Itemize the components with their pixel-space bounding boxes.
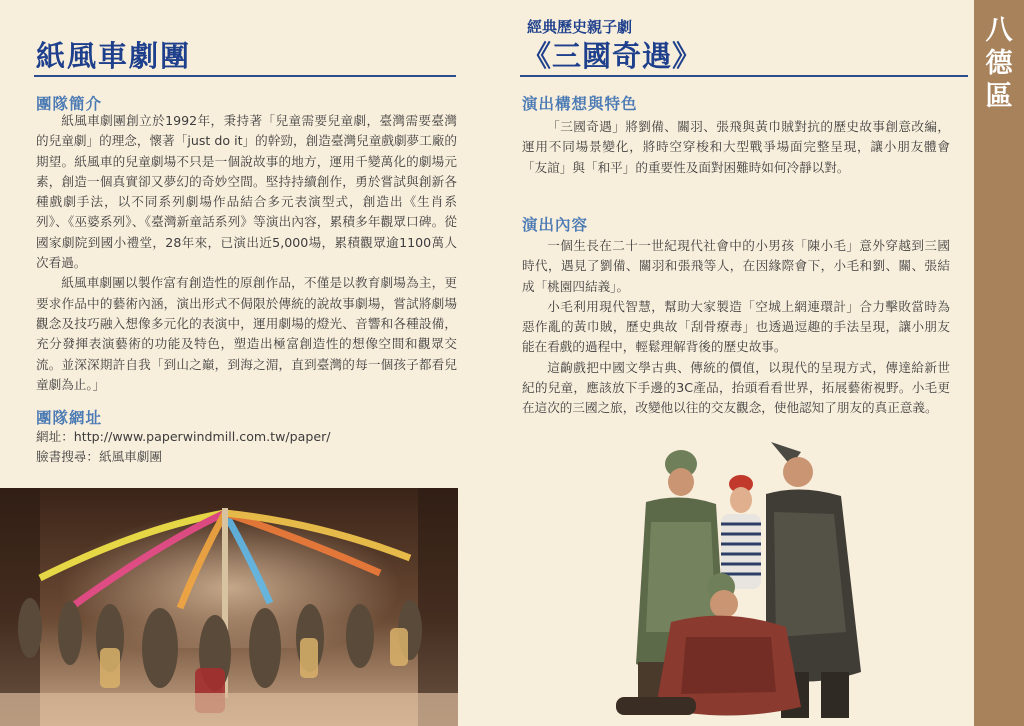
title-divider-right — [520, 75, 968, 77]
content-heading: 演出內容 — [522, 216, 589, 234]
content-paragraph: 這齣戲把中國文學古典、傳統的價值，以現代的呈現方式，傳達給新世紀的兒童，應該放下手邊的3C產品，抬頭看看世界，拓展藝術視野。小毛更在這次的三國之旅，改變他以往的交友觀念，使他認知了朋友的真正意義。 — [522, 359, 950, 416]
intro-paragraph: 紙風車劇團創立於1992年，秉持著「兒童需要兒童劇，臺灣需要臺灣的兒童劇」的理念，懷著「just do it」的幹勁，創造臺灣兒童戲劇夢工廠的期望。紙風車的兒童劇場不只是一個說故事的地方，運用千變萬化的劇場元素，創造一個真實卻又夢幻的奇妙空間。堅持持續創作，勇於嘗試與創新各種戲劇手法，以不同系列劇場作品結合多元表演型式，創造出《生肖系列》、《巫婆系列》、《臺灣新童話系列》等演出內容，累積多年觀眾口碑。從國家劇院到國小禮堂，28年來，已演出近5,000場，累積觀眾逾1100萬人次看過。 — [36, 113, 457, 271]
district-char: 八 — [985, 15, 1013, 46]
facebook-search: 臉書搜尋：紙風車劇團 — [36, 449, 162, 465]
website-info — [36, 427, 457, 468]
district-char: 區 — [985, 81, 1013, 112]
content-paragraph: 小毛利用現代智慧，幫助大家製造「空城上網連環計」合力擊敗當時為惡作亂的黃巾賊，歷史典故「刮骨療毒」也透過逗趣的手法呈現，讓小朋友能在看戲的過程中，輕鬆理解背後的歷史故事。 — [522, 298, 950, 355]
troupe-title: 紙風車劇團 — [36, 39, 192, 73]
content-paragraph: 一個生長在二十一世紀現代社會中的小男孩「陳小毛」意外穿越到三國時代，遇見了劉備、關羽和張飛等人，在因緣際會下，小毛和劉、關、張結成「桃園四結義」。 — [522, 238, 950, 294]
cast-group-photo — [576, 432, 898, 726]
title-divider-left — [34, 75, 456, 77]
intro-heading: 團隊簡介 — [36, 95, 103, 113]
concept-body — [522, 117, 950, 178]
intro-paragraph: 紙風車劇團以製作富有創造性的原創作品，不僅是以教育劇場為主，更要求作品中的藝術內涵，演出形式不侷限於傳統的說故事劇場，嘗試將劇場觀念及技巧融入想像多元化的表演中，運用劇場的燈光、音響和各種設備，充分發揮表演藝術的功能及特色，塑造出極富創造性的想像空間和觀眾交流。並深深期許自我「到山之巔，到海之湄，直到臺灣的每一個孩子都看兒童劇為止。」 — [36, 275, 457, 392]
content-body — [522, 236, 950, 419]
show-subtitle: 經典歷史親子劇 — [527, 18, 633, 36]
website-url: 網址：http://www.paperwindmill.com.tw/paper/ — [36, 429, 331, 444]
stage-photo-ribbon-dance — [0, 488, 458, 726]
concept-heading: 演出構想與特色 — [522, 95, 638, 113]
district-label — [982, 14, 1016, 113]
intro-body — [36, 111, 457, 395]
district-char: 德 — [985, 48, 1013, 79]
website-heading: 團隊網址 — [36, 409, 103, 427]
concept-paragraph: 「三國奇遇」將劉備、關羽、張飛與黃巾賊對抗的歷史故事創意改編，運用不同場景變化，將時空穿梭和大型戰爭場面完整呈現，讓小朋友體會「友誼」與「和平」的重要性及面對困難時如何冷靜以對。 — [522, 119, 950, 175]
show-title: 《三國奇遇》 — [522, 39, 703, 73]
